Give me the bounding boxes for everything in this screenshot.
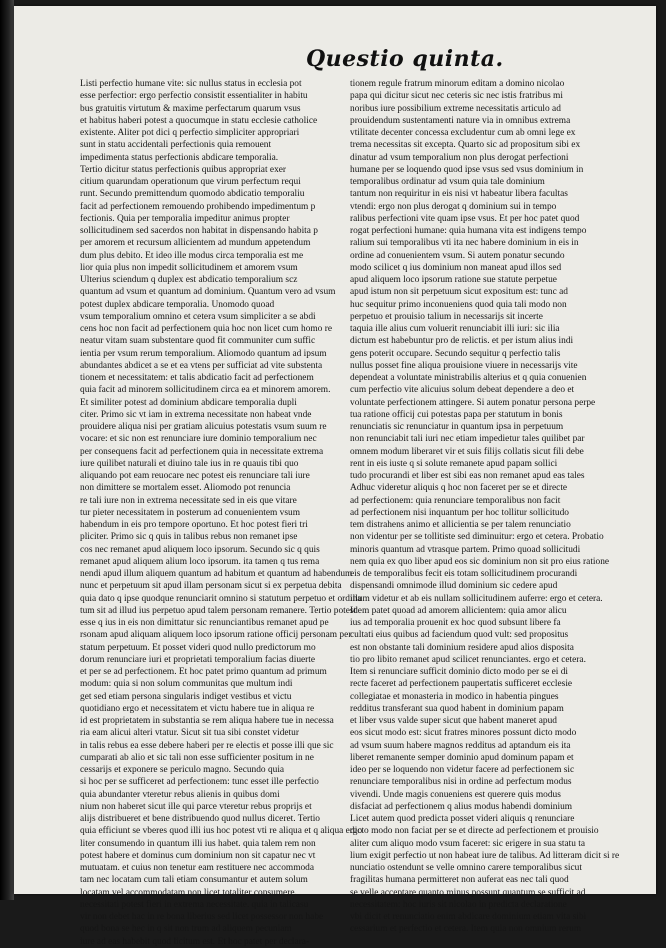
text-line: modo scilicet q ius dominium non maneat apud illos sed [350, 262, 562, 273]
text-line: ientia per vsum rerum temporalium. Aliomodo quantum ad ipsum [80, 348, 327, 359]
text-line: quia dato q ipse quodque renunciarit omnino si statutum perpetuo et ordina [80, 593, 362, 604]
text-line: quod bona se hec in q sit non trum ad aliquem pecuniam [80, 924, 292, 935]
text-line: non videntur per se tollitiste sed diminuitur: ergo et cetera. Probatio [350, 532, 604, 543]
text-line: prouidere aliqua nisi per gratiam alicuius potestatis vsum suum re [80, 422, 327, 432]
text-line: id est proprietatem in substantia se rem aliqua habere tue in necessa [80, 716, 334, 726]
text-line: trema necessitas sit excepta. Quarto sic ad propositum sibi ex [350, 140, 581, 151]
text-line: redditus transferant sua quod habent in dominium papam [350, 703, 564, 714]
text-line: tua ratione officij cui potestas papa per statutum in bonis [350, 409, 563, 420]
text-line: tem distrahens animo et allicientia se per talem renunciatio [350, 520, 571, 530]
text-line: statum perpetuum. Et posset videri quod nullo predictorum mo [80, 642, 316, 653]
text-line: necessitatem: hoc iuris sit nicolao in predicta declaratione [350, 899, 567, 910]
text-line: sollicitudinem sed sacerdos non habitat in dispensando habita p [80, 226, 318, 236]
text-line: esse perfectior: ergo perfectio consistit essentialiter in habitu [80, 91, 308, 102]
text-line: Ulterius sciendum q duplex est abdicatio temporalium scz [80, 275, 298, 285]
text-line: Item si renunciare sufficit dominio dicto modo per se ei di [350, 667, 569, 677]
book-page [14, 6, 656, 947]
text-line: tam nec locatam cum tali etiam consumantur et autem solum [80, 875, 308, 886]
text-line: dicto modo non faciat per se et directe ad perfectionem et prouisio [350, 826, 599, 837]
text-line: Idem patet quoad ad amorem allicientem: quia amor alicu [350, 605, 567, 616]
text-line: cessarium et perfectio et cetera. Item quia non omnium rerum [350, 924, 582, 935]
text-line: runt. Secundo premittendum quomodo abdicatio temporaliu [80, 189, 305, 200]
text-line: lium exigit perfectio ut non habeat iure de talibus. Ad litteram dicit si re [350, 850, 620, 861]
text-line: non renunciabit tali iuri nec etiam impedietur tales quilibet par [350, 434, 585, 445]
text-line: fragilitas humana permitteret non auferat eas nec tali quod [350, 875, 569, 886]
right-column-text [350, 78, 620, 935]
text-line: dispensandi omnimode illud dominium sic cedere apud [350, 581, 558, 592]
text-line: get sed etiam persona singularis indiget vestibus et victu [80, 691, 292, 702]
text-line: remanet apud aliquem alium loco ipsorum. ita tamen q tus rema [80, 556, 320, 567]
text-line: et habitus haberi potest a quocumque in statu ecclesie catholice [80, 115, 318, 126]
text-line: non dimittere se mortalem esset. Aliomodo pot renuncia [80, 483, 291, 494]
text-line: cens hoc non facit ad perfectionem quia hoc non licet cum homo re [80, 324, 332, 334]
text-line: tio pro libito remanet apud scilicet renunciantes. ergo et cetera. [350, 654, 586, 665]
text-line: apud aliquem loco ipsorum ratione sue statute perpetue [350, 275, 557, 285]
text-line: noribus iure possibilium extreme necessitatis articulo ad [350, 103, 561, 114]
text-line: abundantes abdicet a se et ea vtens per sufficiat ad vite substenta [80, 360, 323, 371]
text-line: vir non debet hac in re bona liberius sed licet possessor non habe [80, 912, 324, 922]
text-line: si hoc per se sufficeret ad perfectionem: tunc esset ille perfectio [80, 777, 319, 788]
text-line: vbi dicit et renunciatio enim abdicare dominium etiam vita sibi [350, 912, 587, 922]
text-line: est non obstante tali dominium residere apud alios disposita [350, 642, 574, 653]
text-line: tantum non requiritur in eis nisi vt habeatur libera facultas [350, 189, 568, 200]
text-line: locatam vel accommodatam non licet totaliter consumere. [80, 887, 297, 898]
text-line: temporalibus ordinatur ad vsum quia tale dominium [350, 177, 545, 187]
text-line: disfaciat ad perfectionem q alius modus habendi dominium [350, 801, 573, 812]
text-line: nem quia ex quo liber apud eos sic dominium non sit pro eius ratione [350, 556, 610, 567]
text-line: tur pieter necessitatem in posterum ad conuenientem vsum [80, 507, 300, 518]
text-line: dinatur ad vsum temporalium non plus derogat perfectioni [350, 152, 569, 163]
text-line: vtendi: ergo non plus derogat q dominium sui in tempo [350, 201, 557, 212]
text-line: vocare: et sic non est renunciare iure dominio temporalium nec [80, 434, 317, 445]
text-line: vtilitate decenter concessa excludentur cum ab omni lege ex [350, 128, 576, 138]
text-line: bus gratuitis virtutum & maxime perfectarum quarum vsus [80, 103, 301, 114]
text-line: ralium sui temporalibus vti ita nec habere dominium in eis in [350, 238, 579, 249]
text-line: cumparati ab alio et sic tali non esse sufficienter positum in ne [80, 752, 314, 763]
text-line: quia abundanter vteretur rebus alienis in quibus domi [80, 789, 280, 800]
text-line: re tali iure non in extrema necessitate sed in eis que vitare [80, 495, 297, 506]
text-line: dependeat a voluntate ministrabilis alterius et q quia conuenien [350, 373, 587, 383]
text-line: huc sequitur primo inconueniens quod quia tali modo non [350, 299, 567, 310]
text-line: se velle acceptare quanto minus possunt quantum se sufficit ad [350, 887, 586, 898]
text-line: omnem modum liberaret vir et suis filijs collatis sicut fili debe [350, 446, 584, 457]
text-line: rsonam apud aliquam aliquem loco ipsorum ratione officij personam per [80, 630, 352, 641]
text-line: nullus posset fine aliqua prouisione viuere in necessarijs vite [350, 360, 578, 371]
text-line: ordine ad conuenientem vsum. Si autem ponatur secundo [350, 250, 565, 261]
text-line: aliquando pot eam reuocare nec potest eis renunciare tali iure [80, 471, 310, 481]
text-line: apud istum non sit perpetuum sicut expositum est: tunc ad [350, 287, 568, 298]
text-line: lior quia plus non impedit sollicitudinem et amorem vsum [80, 262, 298, 273]
text-line: nunciatio ostendunt se velle omnino carere temporalibus sicut [350, 863, 582, 873]
text-line: dum plus debito. Et ideo ille modus circa temporalia est me [80, 250, 304, 261]
text-line: cessarijs et exponere se periculo magno. Secundo quia [80, 765, 285, 775]
text-line: citium quarundam operationum que virum perfectum requi [80, 177, 301, 187]
text-line: liberet remanente semper dominio apud dominum papam et [350, 752, 574, 763]
text-line: et per se ad perfectionem. Et hoc patet primo quantum ad primum [80, 667, 327, 677]
text-line: liter consumendo in quantum illi ius habet. quia talem rem non [80, 838, 316, 849]
text-line: quia facit ad minorem sollicitudinem circa ea et minorem amorem. [80, 385, 331, 396]
text-line: prouidendum sustentamenti nature via in omnibus extrema [350, 115, 571, 126]
text-line: citer. Primo sic vt iam in extrema necessitate non habeat vnde [80, 409, 312, 420]
text-line: quantum ad vsum et quantum ad dominium. Quantum vero ad vsum [80, 287, 336, 298]
book-gutter [0, 0, 14, 900]
text-line: alijs distribueret et bene distribuendo quod nullus diceret. Tertio [80, 814, 320, 824]
text-line: quotidiano ergo et necessitatem et victu habere tue in aliqua re [80, 703, 315, 714]
text-line: pliciter. Primo sic q quis in talibus rebus non remanet ipse [80, 532, 298, 543]
text-line: potest habere et dominus cum dominium non sit capatur nec vt [80, 850, 316, 861]
text-line: ria eam alicui alteri vtatur. Sicut sit tua sibi constet videtur [80, 728, 299, 739]
text-line: et liber vsus valde super sicut que habent maneret apud [350, 716, 557, 726]
text-line: Tertio dicitur status perfectionis quibus appropriat exer [80, 164, 287, 175]
text-line: facit ad perfectionem remouendo prohibendo impedimentum p [80, 201, 316, 212]
text-line: necessitati potest fieri in extrema necessitate. quia in talicasu [80, 899, 309, 910]
text-line: gens poterit occupare. Secundo sequitur q perfectio talis [350, 348, 561, 359]
text-line: minoris quantum ad vtrasque partem. Primo quoad sollicitudi [350, 544, 581, 555]
text-line: iure quilibet naturali et diuino tale ius in re quauis tibi quo [80, 458, 299, 469]
text-line: Listi perfectio humane vite: sic nullus status in ecclesia pot [80, 79, 302, 89]
text-line: ad vsum suum habere magnos redditus ad aptandum eis ita [350, 740, 571, 751]
text-line: dorum renunciare iuri et proprietati temporalium facias diuerte [80, 654, 316, 665]
text-line: tum sit ad illud ius perpetuo apud talem personam remanere. Tertio potest [80, 605, 357, 616]
left-column-text [80, 78, 363, 947]
text-line: tudo procurandi et liber est sibi eas non remanet apud eas tales [350, 471, 585, 481]
text-line: existente. Aliter pot dici q perfectio simpliciter appropriari [80, 128, 300, 138]
text-line: recte faceret ad perfectionem paupertatis sufficeret ecclesie [350, 679, 573, 690]
text-line: per consequens facit ad perfectionem quia in necessitate extrema [80, 446, 324, 457]
text-line: illum videtur et ab eis nullam sollicitudinem auferre: ergo et cetera. [350, 593, 603, 604]
page-heading: Questio quinta. [306, 46, 504, 72]
text-line: dictum est habebuntur pro de relictis. et per istum alius indi [350, 336, 574, 347]
text-line: cultati eius quibus ad faciendum quod vult: sed propositus [350, 630, 569, 641]
text-line: ad perfectionem nisi inquantum per hoc tollitur sollicitudo [350, 507, 569, 518]
text-line: modum: quia si non solum communitas que multum indi [80, 679, 293, 690]
text-line: iure ad eas habebit quod licitum est. Et hoc patet per declara- [80, 936, 310, 947]
text-line: tionem regule fratrum minorum editam a domino nicolao [350, 79, 565, 89]
text-line: tionem et necessitatem: et talis abdicatio facit ad perfectionem [80, 373, 314, 383]
text-line: ideo per se loquendo non videtur facere ad perfectionem sic [350, 765, 575, 775]
text-line: papa qui dicitur sicut nec ceteris sic nec istis fratribus mi [350, 91, 563, 102]
text-line: Licet autem quod predicta posset videri aliquis q renunciare [350, 814, 575, 824]
text-line: habendum in eis pro tempore oportuno. Et hoc potest fieri tri [80, 520, 308, 530]
text-line: voluntate perfectionem attingere. Si autem ponatur persona perpe [350, 397, 596, 408]
text-line: rogat perfectioni humane: quia humana vita est indigens tempo [350, 226, 587, 236]
text-line: aliter cum aliquo modo vsum faceret: sic erigere in sua statu ta [350, 838, 586, 849]
text-line: cos nec remanet apud aliquem loco ipsorum. Secundo sic q quis [80, 544, 320, 555]
text-line: Et similiter potest ad dominium abdicare temporalia dupli [80, 397, 297, 408]
text-line: ius ad temporalia prouenit ex hoc quod subsunt libere fa [350, 618, 561, 628]
text-line: taquia ille alius cum voluerit renunciabit illi iuri: sic ilia [350, 324, 560, 334]
text-line: esse q ius in eis non dimittatur sic renunciantibus remanet apud pe [80, 618, 329, 628]
text-line: nunc et perpetuum sit apud illam personam sicut si ex perpetua debita [80, 581, 342, 592]
text-line: per amorem et recursum allicientem ad mundum appetendum [80, 238, 311, 249]
text-line: vivendi. Unde magis conueniens est querere quis modus [350, 789, 561, 800]
text-line: perpetuo et prouisio talium in necessarijs sit incerte [350, 311, 543, 322]
text-line: mutuatam. et cuius non tenetur eam restituere nec accommoda [80, 863, 315, 873]
text-line: humane per se loquendo quod ipse vsus sed vsus dominium in [350, 164, 584, 175]
text-line: nium non haberet sicut ille qui parce vteretur rebus proprijs et [80, 801, 312, 812]
text-line: cum perfectio vite alicuius solum debeat dependere a deo et [350, 385, 575, 396]
text-line: ralibus perfectioni vite quam ipse vsus. Et per hoc patet quod [350, 213, 580, 224]
text-line: nendi apud illum aliquem quantum ad habitum et quantum ad habendum [80, 569, 353, 579]
text-line: collegiatae et monasteria in modico in habentia pingues [350, 691, 559, 702]
text-line: sunt in statu accidentali perfectionis quia remouent [80, 140, 272, 151]
text-line: renunciatis sic renunciatur in quantum ipsa in perpetuum [350, 422, 564, 432]
text-line: in talis rebus ea esse debere haberi per re electis et posse illi que sic [80, 740, 334, 751]
text-line: potest duplex abdicare temporalia. Unomodo quoad [80, 299, 275, 310]
text-line: eos sicut modo est: sicut fratres minores possunt dicto modo [350, 728, 577, 739]
text-line: Adhuc videretur aliquis q hoc non faceret per se et directe [350, 483, 568, 494]
text-line: renunciare temporalibus nisi in ordine ad perfectum modus [350, 777, 572, 788]
text-line: neatur vitam suam substentare quod fit communiter cum suffic [80, 336, 316, 347]
text-line: impedimenta status perfectionis abdicare temporalia. [80, 152, 279, 163]
text-line: vsum temporalium omnino et cetera vsum simpliciter a se abdi [80, 311, 316, 322]
text-line: quia efficiunt se vberes quod illi ius hoc potest vti re aliqua et q aliqua ergo [80, 826, 363, 837]
text-line: eis de temporalibus fecit eis totam sollicitudinem procurandi [350, 569, 578, 579]
text-line: rent in eis iuste q si solute remanete apud papam sollici [350, 458, 558, 469]
text-line: fectionis. Quia per temporalia impeditur animus propter [80, 213, 290, 224]
text-line: ad perfectionem: quia renunciare temporalibus non facit [350, 495, 561, 506]
